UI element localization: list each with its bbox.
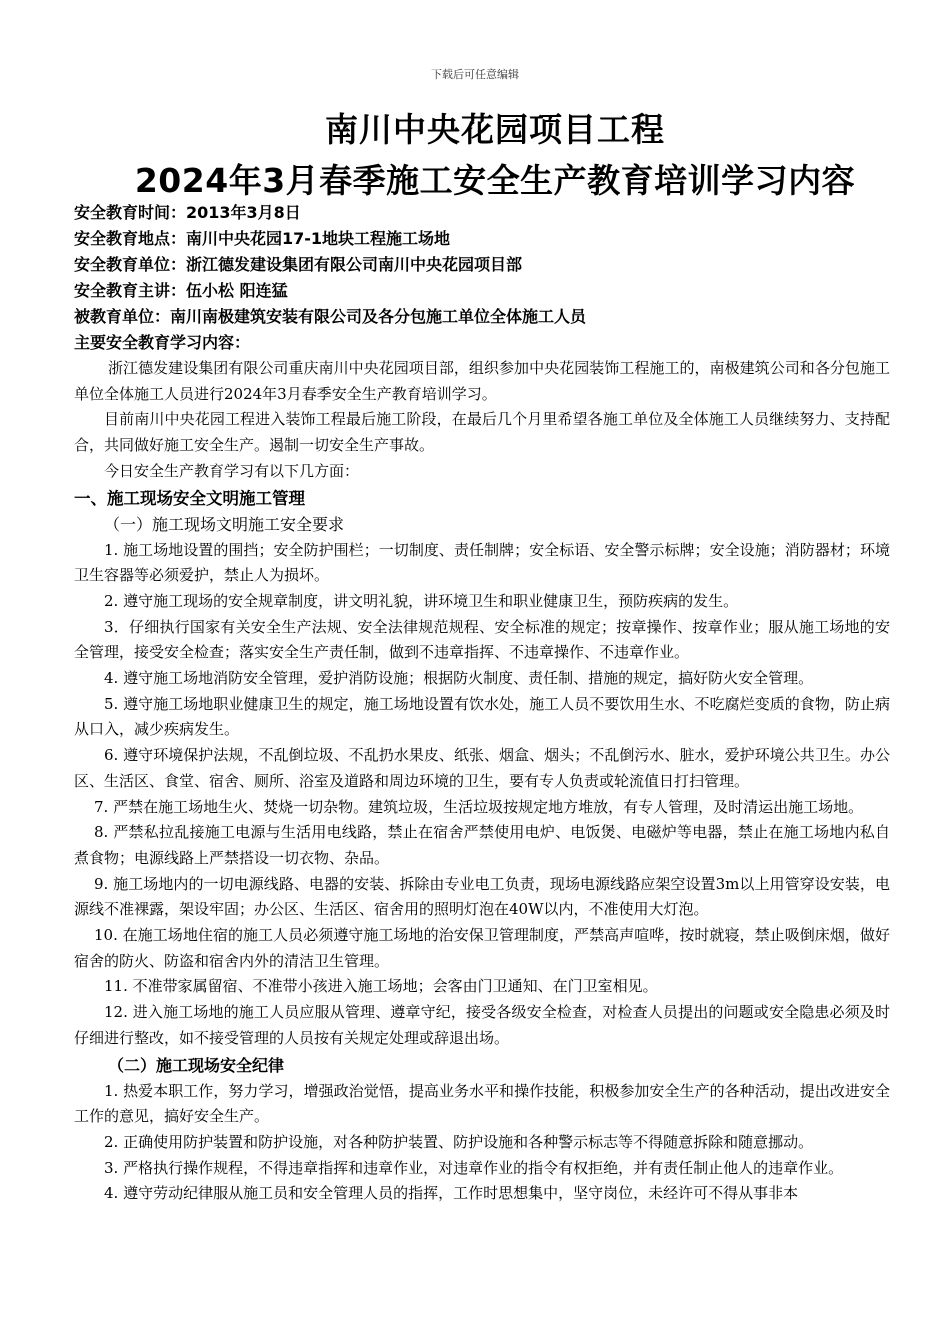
- list-item: 6. 遵守环境保护法规，不乱倒垃圾、不乱扔水果皮、纸张、烟盒、烟头；不乱倒污水、脏水，爱护环境公共卫生。办公区、生活区、食堂、宿舍、厕所、浴室及道路和周边环境的卫生，要有专人负责或轮流值日打扫管理。: [74, 746, 890, 790]
- subsection-heading: （一）施工现场文明施工安全要求: [104, 514, 345, 534]
- list-item: 2. 遵守施工现场的安全规章制度，讲文明礼貌，讲环境卫生和职业健康卫生，预防疾病的发生。: [104, 591, 739, 610]
- section-heading: 一、施工现场安全文明施工管理: [74, 488, 305, 508]
- list-item: 7. 严禁在施工场地生火、焚烧一切杂物。建筑垃圾，生活垃圾按规定地方堆放，有专人管理，及时清运出施工场地。: [94, 797, 864, 816]
- header-note: 下载后可任意编辑: [431, 68, 519, 81]
- document-body: [74, 200, 890, 1207]
- subsection-heading: （二）施工现场安全纪律: [108, 1055, 285, 1075]
- meta-content-heading: 主要安全教育学习内容：: [74, 333, 251, 352]
- list-item: 2. 正确使用防护装置和防护设施，对各种防护装置、防护设施和各种警示标志等不得随意拆除和随意挪动。: [104, 1132, 814, 1151]
- meta-place: 安全教育地点：南川中央花园17-1地块工程施工场地: [74, 229, 451, 248]
- list-item: 12. 进入施工场地的施工人员应服从管理、遵章守纪，接受各级安全检查，对检查人员提出的问题或安全隐患必须及时仔细进行整改，如不接受管理的人员按有关规定处理或辞退出场。: [74, 1003, 890, 1047]
- list-item: 3．仔细执行国家有关安全生产法规、安全法律规范规程、安全标准的规定；按章操作、按章作业；服从施工场地的安全管理，接受安全检查；落实安全生产责任制，做到不违章指挥、不违章操作、不违章作业。: [74, 617, 890, 662]
- list-item: 11. 不准带家属留宿、不准带小孩进入施工场地；会客由门卫通知、在门卫室相见。: [104, 977, 658, 996]
- document-title-line1: 南川中央花园项目工程: [325, 110, 665, 149]
- meta-speaker: 安全教育主讲：伍小松 阳连猛: [74, 281, 288, 300]
- list-item: 10. 在施工场地住宿的施工人员必须遵守施工场地的治安保卫管理制度，严禁高声喧哗，按时就寝，禁止吸倒床烟，做好宿舍的防火、防盗和宿舍内外的清洁卫生管理。: [74, 926, 890, 970]
- list-item: 1. 热爱本职工作，努力学习，增强政治觉悟，提高业务水平和操作技能，积极参加安全生产的各种活动，提出改进安全工作的意见，搞好安全生产。: [74, 1081, 890, 1126]
- meta-unit: 安全教育单位：浙江德发建设集团有限公司南川中央花园项目部: [74, 255, 523, 274]
- list-item: 4. 遵守施工场地消防安全管理，爱护消防设施；根据防火制度、责任制、措施的规定，搞好防火安全管理。: [104, 669, 814, 688]
- meta-trainees: 被教育单位：南川南极建筑安装有限公司及各分包施工单位全体施工人员: [74, 307, 587, 326]
- list-item: 1. 施工场地设置的围挡；安全防护围栏；一切制度、责任制牌；安全标语、安全警示标牌；安全设施；消防器材；环境卫生容器等必须爱护，禁止人为损坏。: [74, 540, 890, 585]
- list-item: 4. 遵守劳动纪律服从施工员和安全管理人员的指挥，工作时思想集中，坚守岗位，未经许可不得从事非本: [104, 1184, 799, 1203]
- list-item: 5. 遵守施工场地职业健康卫生的规定，施工场地设置有饮水处，施工人员不要饮用生水、不吃腐烂变质的食物，防止病从口入，减少疾病发生。: [74, 694, 890, 739]
- intro-paragraph: 目前南川中央花园工程进入装饰工程最后施工阶段，在最后几个月里希望各施工单位及全体施工人员继续努力、支持配合，共同做好施工安全生产。遏制一切安全生产事故。: [74, 410, 890, 455]
- meta-time: 安全教育时间：2013年3月8日: [74, 203, 301, 222]
- list-item: 9. 施工场地内的一切电源线路、电器的安装、拆除由专业电工负责，现场电源线路应架空设置3m以上用管穿设安装，电源线不准裸露，架设牢固；办公区、生活区、宿舍用的照明灯泡在40W以内，不准使用大灯泡。: [74, 874, 890, 919]
- list-item: 8. 严禁私拉乱接施工电源与生活用电线路，禁止在宿舍严禁使用电炉、电饭煲、电磁炉等电器，禁止在施工场地内私自煮食物；电源线路上严禁搭设一切衣物、杂品。: [74, 823, 890, 867]
- list-item: 3. 严格执行操作规程，不得违章指挥和违章作业，对违章作业的指令有权拒绝，并有责任制止他人的违章作业。: [104, 1158, 844, 1177]
- document-title-line2: 2024年3月春季施工安全生产教育培训学习内容: [134, 161, 856, 200]
- intro-paragraph: 浙江德发建设集团有限公司重庆南川中央花园项目部，组织参加中央花园装饰工程施工的，南极建筑公司和各分包施工单位全体施工人员进行2024年3月春季安全生产教育培训学习。: [74, 359, 890, 403]
- intro-paragraph: 今日安全生产教育学习有以下几方面：: [104, 461, 360, 480]
